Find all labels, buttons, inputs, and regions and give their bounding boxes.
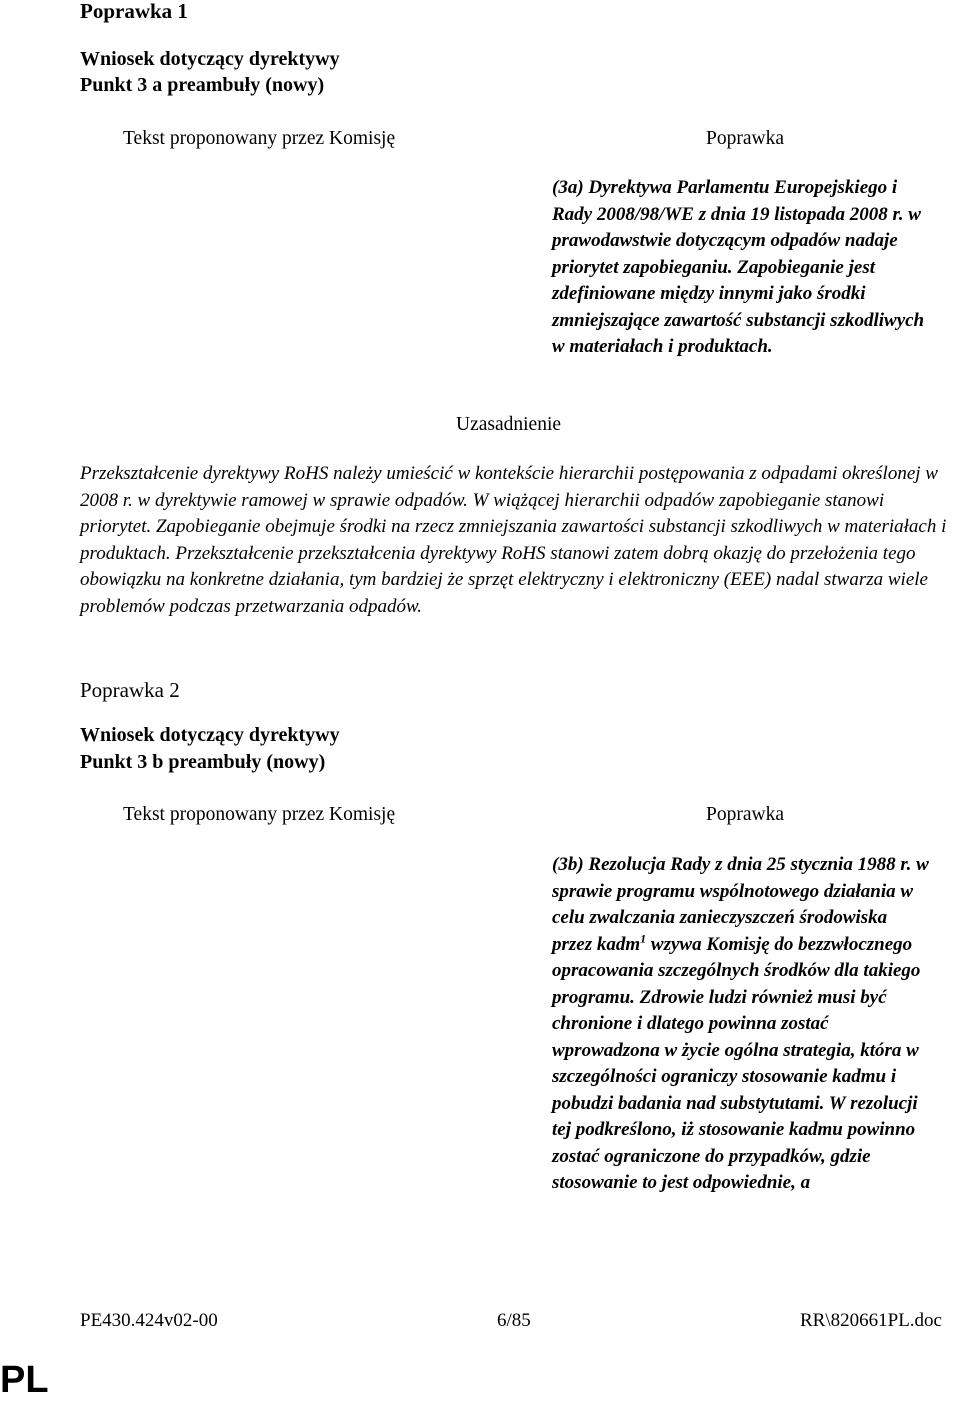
amendment-text-part1: (3b) Rezolucja Rady z dnia 25 stycznia 1988 r. w sprawie programu wspólnotowego działania w celu zwalczania zanieczyszczeń środowiska przez kadm <box>552 854 929 955</box>
proposal-line: Wniosek dotyczący dyrektywy <box>80 724 340 746</box>
column-heading-amendment: Poprawka <box>706 128 784 149</box>
column-heading-amendment: Poprawka <box>706 804 784 825</box>
footnote-reference[interactable]: 1 <box>640 931 647 946</box>
proposal-line: Wniosek dotyczący dyrektywy <box>80 48 340 70</box>
amendment-text: (3a) Dyrektywa Parlamentu Europejskiego i Rady 2008/98/WE z dnia 19 listopada 2008 r. w prawodawstwie dotyczącym odpadów nadaje priorytet zapobieganiu. Zapobieganie jest zdefiniowane między innymi jako środki zmniejszające zawartość substancji szkodliwych w materiałach i produktach. <box>552 177 925 357</box>
proposal-point: Punkt 3 a preambuły (nowy) <box>80 74 325 96</box>
amendment-text-part2: wzywa Komisję do bezzwłocznego opracowania szczególnych środków dla takiego programu. Zdrowie ludzi również musi być chronione i dlatego powinna zostać wprowadzona w życie ogólna strategia, która w szczególności ograniczy stosowanie kadmu i pobudzi badania nad substytutami. W rezolucji tej podkreślono, iż stosowanie kadmu powinno zostać ograniczone do przypadków, gdzie stosowanie to jest odpowiednie, a <box>552 933 921 1193</box>
justification-heading: Uzasadnienie <box>456 414 562 435</box>
column-heading-commission: Tekst proponowany przez Komisję <box>123 804 396 825</box>
language-code: PL <box>0 1359 49 1401</box>
footer-page-number: 6/85 <box>497 1310 531 1331</box>
footer-doc-ref: PE430.424v02-00 <box>80 1310 218 1331</box>
amendment-title: Poprawka 2 <box>80 678 180 702</box>
amendment-text <box>552 852 932 1197</box>
column-heading-commission: Tekst proponowany przez Komisję <box>123 128 396 149</box>
footer-file-name: RR\820661PL.doc <box>800 1310 942 1331</box>
justification-text: Przekształcenie dyrektywy RoHS należy umieścić w kontekście hierarchii postępowania z odpadami określonej w 2008 r. w dyrektywie ramowej w sprawie odpadów. W wiążącej hierarchii odpadów zapobieganie stanowi priorytet. Zapobieganie obejmuje środki na rzecz zmniejszania zawartości substancji szkodliwych w materiałach i produktach. Przekształcenie przekształcenia dyrektywy RoHS stanowi zatem dobrą okazję do przełożenia tego obowiązku na konkretne działania, tym bardziej że sprzęt elektryczny i elektroniczny (EEE) nadal stwarza wiele problemów podczas przetwarzania odpadów. <box>80 463 947 617</box>
proposal-point: Punkt 3 b preambuły (nowy) <box>80 751 326 773</box>
amendment-title: Poprawka 1 <box>80 0 188 23</box>
